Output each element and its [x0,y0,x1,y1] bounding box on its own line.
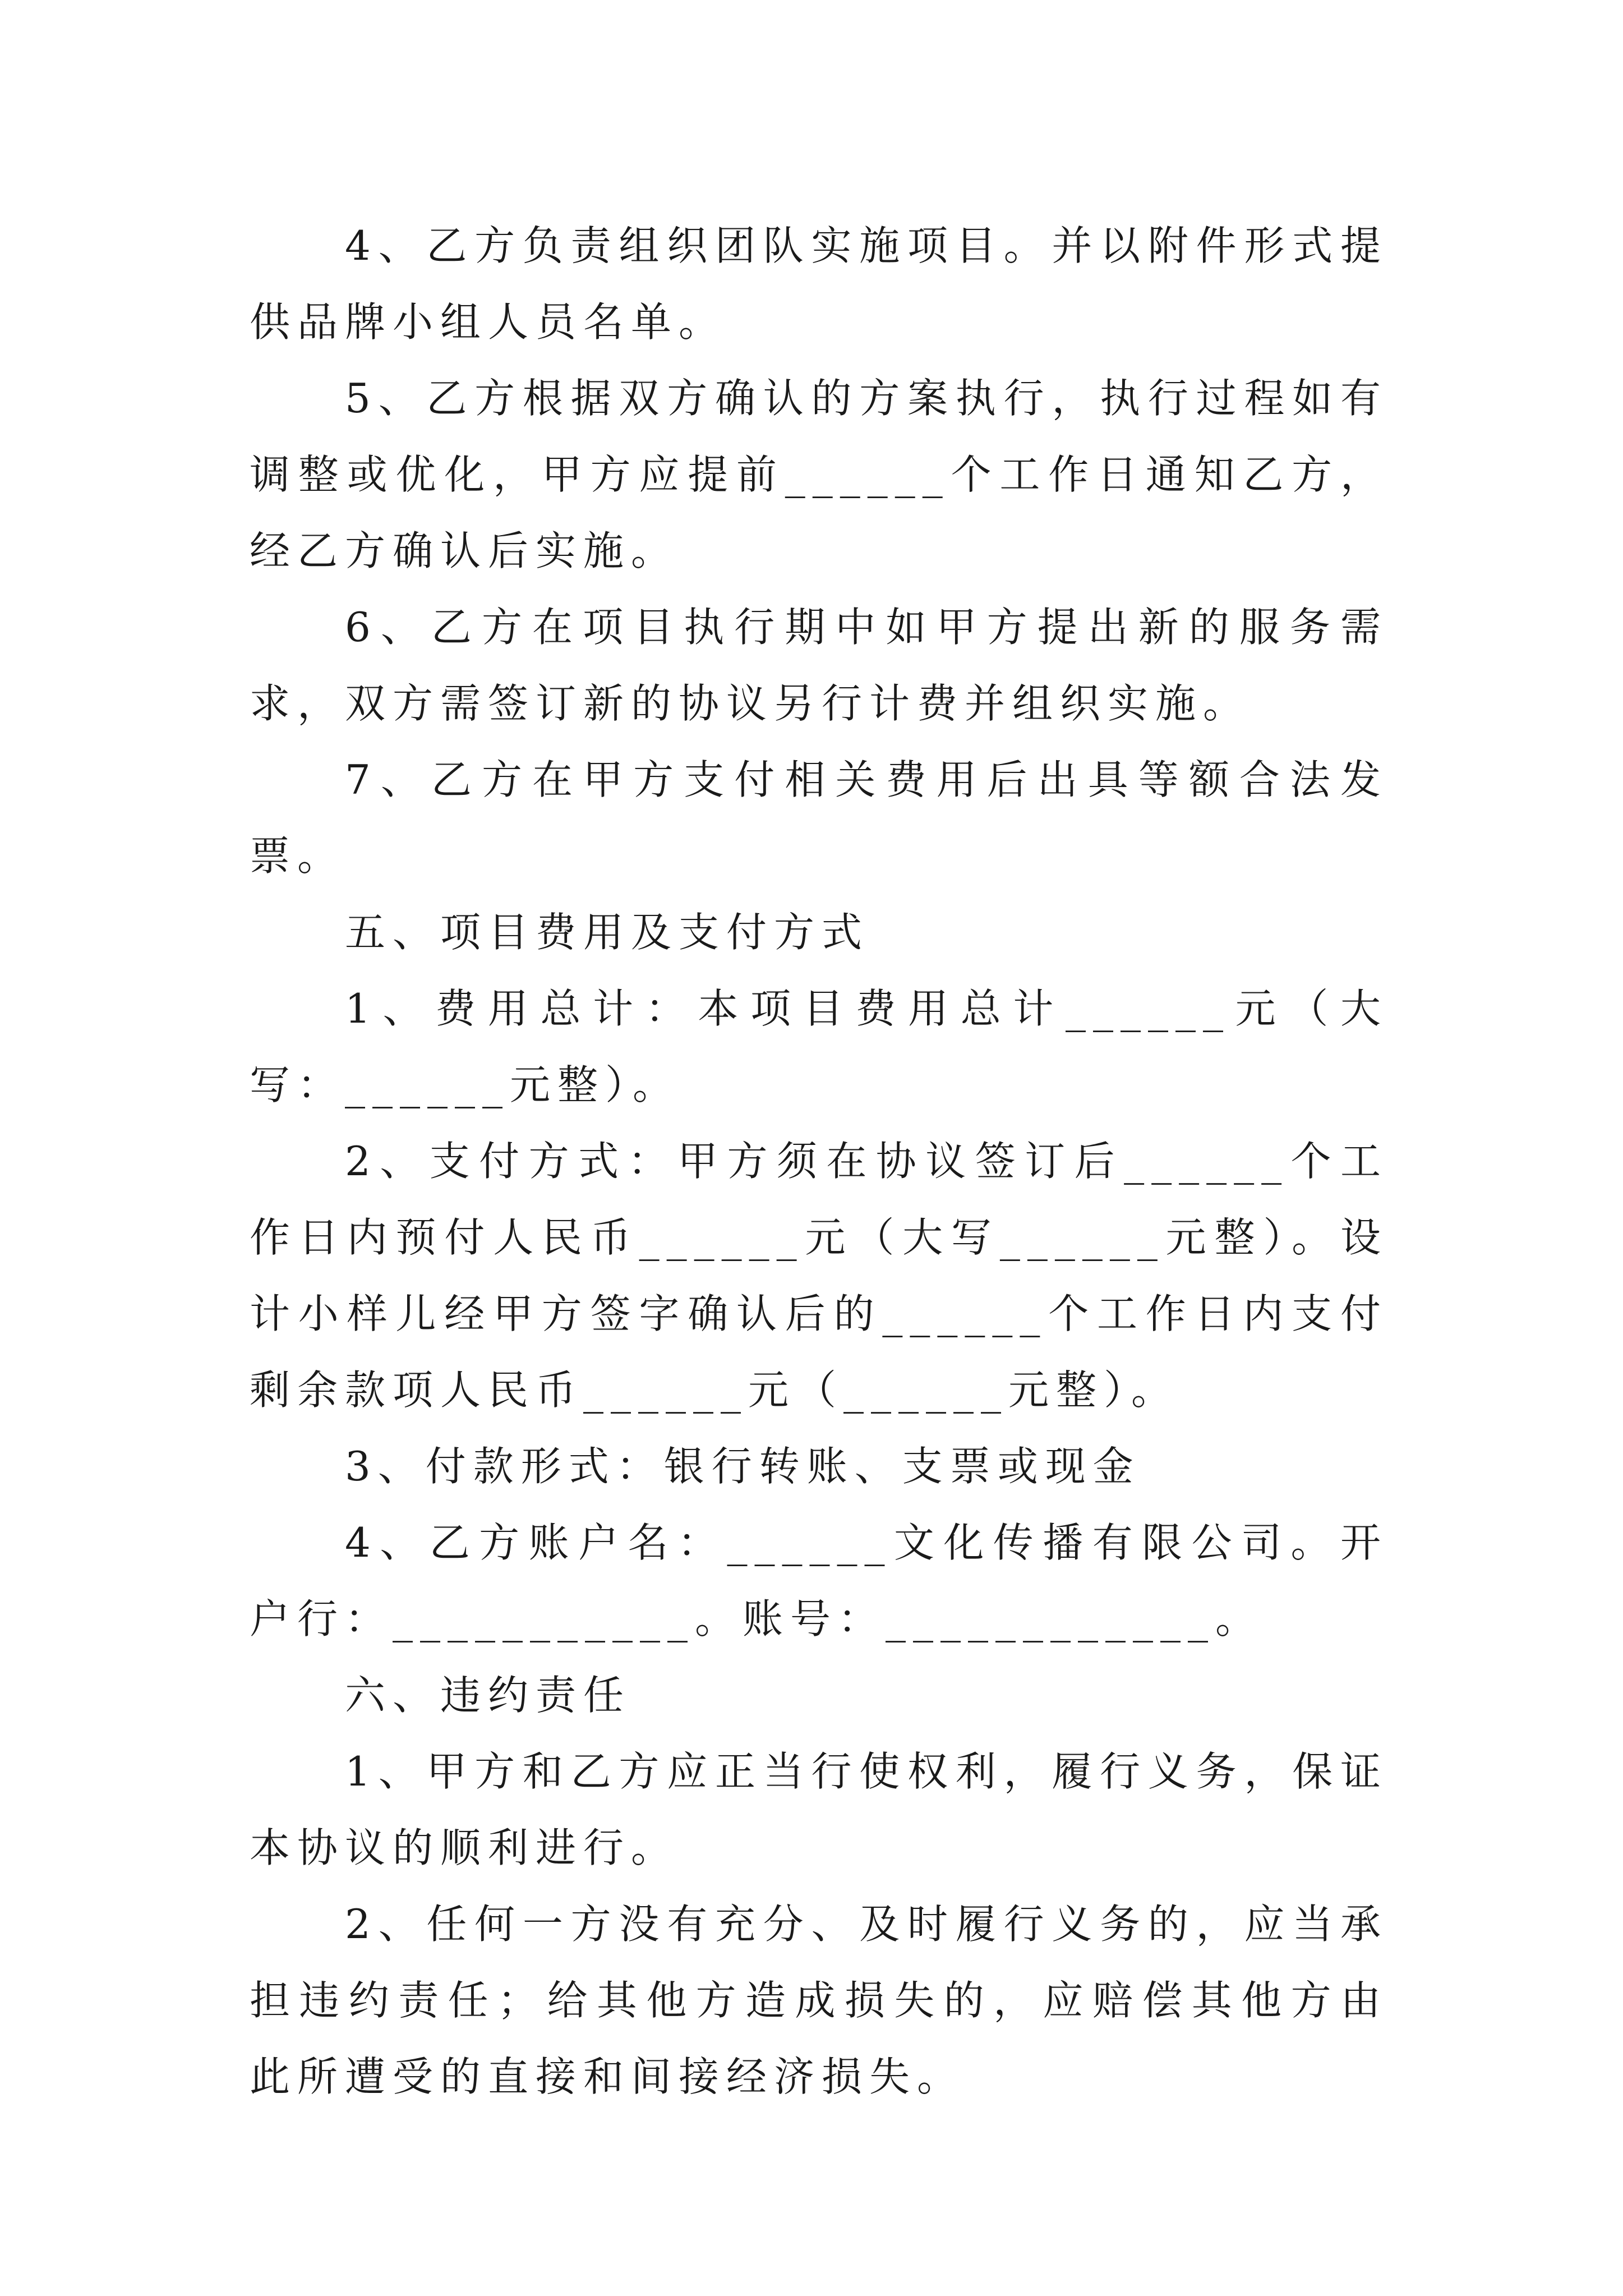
clause-2-payment-method: 2、支付方式：甲方须在协议签订后______个工作日内预付人民币______元（大写______元整）。设计小样儿经甲方签字确认后的______个工作日内支付剩余款项人民币______元（______元整）。 [250,1138,1388,1414]
clause-6-new-requirements: 6、乙方在项目执行期中如甲方提出新的服务需求，双方需签订新的协议另行计费并组织实施。 [250,604,1388,727]
clause-4-bank-account: 4、乙方账户名：______文化传播有限公司。开户行：___________。账号：____________。 [250,1519,1388,1642]
document-body [250,208,1388,2115]
clause-5-plan-changes: 5、乙方根据双方确认的方案执行，执行过程如有调整或优化，甲方应提前______个工作日通知乙方，经乙方确认后实施。 [250,375,1388,574]
clause-2-liability: 2、任何一方没有充分、及时履行义务的，应当承担违约责任；给其他方造成损失的，应赔偿其他方由此所遭受的直接和间接经济损失。 [250,1901,1388,2100]
clause-4-team: 4、乙方负责组织团队实施项目。并以附件形式提供品牌小组人员名单。 [250,222,1388,346]
section-heading-breach: 六、违约责任 [345,1672,631,1719]
clause-3-payment-form: 3、付款形式：银行转账、支票或现金 [345,1443,1141,1490]
section-heading-fees-payment: 五、项目费用及支付方式 [345,909,870,956]
clause-1-rights-obligations: 1、甲方和乙方应正当行使权利，履行义务，保证本协议的顺利进行。 [250,1748,1388,1871]
clause-7-invoice: 7、乙方在甲方支付相关费用后出具等额合法发票。 [250,756,1388,880]
clause-1-total-fee: 1、费用总计：本项目费用总计______元（大写：______元整）。 [250,985,1388,1108]
